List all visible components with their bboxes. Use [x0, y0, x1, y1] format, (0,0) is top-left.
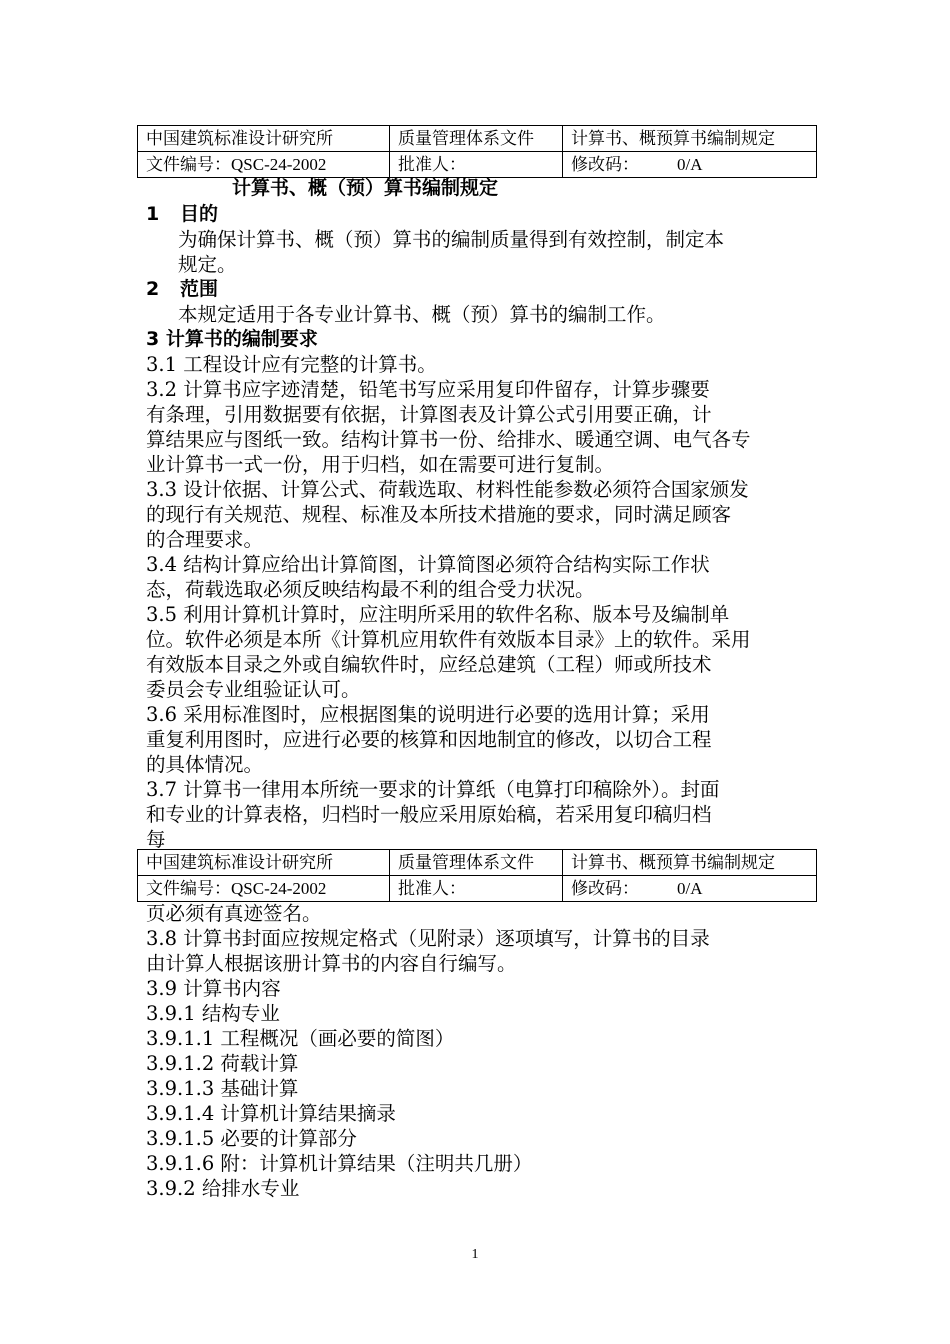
paragraph-3-2: 3.2 计算书应字迹清楚，铅笔书写应采用复印件留存，计算步骤要	[146, 378, 710, 401]
list-item: 3.9.1.5 必要的计算部分	[146, 1127, 357, 1150]
paragraph-3-2: 算结果应与图纸一致。结构计算书一份、给排水、暖通空调、电气各专	[146, 428, 751, 451]
page-title: 计算书、概（预）算书编制规定	[232, 177, 499, 199]
header-doc-no-label: 文件编号：	[146, 154, 231, 175]
paragraph-3-6: 3.6 采用标准图时，应根据图集的说明进行必要的选用计算；采用	[146, 703, 710, 726]
section-1-heading: 1 目的	[146, 203, 219, 225]
header-doc-title: 计算书、概预算书编制规定	[563, 850, 817, 876]
header-revision-cell	[563, 152, 817, 178]
paragraph-3-3: 的现行有关规范、规程、标准及本所技术措施的要求，同时满足顾客	[146, 503, 732, 526]
header-doc-title: 计算书、概预算书编制规定	[563, 126, 817, 152]
header-org: 中国建筑标准设计研究所	[138, 126, 390, 152]
list-item: 3.9.1.4 计算机计算结果摘录	[146, 1102, 396, 1125]
header-table-repeat	[137, 849, 817, 902]
paragraph-3-3: 3.3 设计依据、计算公式、荷载选取、材料性能参数必须符合国家颁发	[146, 478, 749, 501]
paragraph-3-1: 3.1 工程设计应有完整的计算书。	[146, 353, 437, 376]
header-doc-no: QSC-24-2002	[231, 154, 327, 174]
section-1-text: 为确保计算书、概（预）算书的编制质量得到有效控制，制定本	[178, 228, 725, 251]
paragraph-3-8: 由计算人根据该册计算书的内容自行编写。	[146, 952, 517, 975]
list-item: 3.9.1.3 基础计算	[146, 1077, 299, 1100]
header-doc-no-cell	[138, 152, 390, 178]
paragraph-3-7: 每	[146, 828, 166, 851]
header-doc-no-cell	[138, 876, 390, 902]
paragraph-3-9: 3.9 计算书内容	[146, 977, 281, 1000]
section-2-text: 本规定适用于各专业计算书、概（预）算书的编制工作。	[178, 303, 666, 326]
paragraph-3-5: 3.5 利用计算机计算时，应注明所采用的软件名称、版本号及编制单	[146, 603, 730, 626]
header-system: 质量管理体系文件	[390, 850, 563, 876]
section-3-heading: 3 计算书的编制要求	[146, 328, 318, 350]
paragraph-3-5: 位。软件必须是本所《计算机应用软件有效版本目录》上的软件。采用	[146, 628, 751, 651]
header-doc-no-label: 文件编号：	[146, 878, 231, 899]
header-approver: 批准人：	[390, 876, 563, 902]
paragraph-3-8: 3.8 计算书封面应按规定格式（见附录）逐项填写，计算书的目录	[146, 927, 710, 950]
header-system: 质量管理体系文件	[390, 126, 563, 152]
paragraph-3-7-cont: 页必须有真迹签名。	[146, 902, 322, 925]
header-revision-cell	[563, 876, 817, 902]
paragraph-3-2: 有条理，引用数据要有依据，计算图表及计算公式引用要正确，计	[146, 403, 712, 426]
list-item: 3.9.1.6 附：计算机计算结果（注明共几册）	[146, 1152, 533, 1175]
header-revision: 0/A	[677, 154, 703, 174]
list-item: 3.9.1.2 荷载计算	[146, 1052, 299, 1075]
header-revision-label: 修改码：	[571, 154, 639, 175]
section-1-text: 规定。	[178, 253, 237, 276]
paragraph-3-6: 的具体情况。	[146, 753, 264, 776]
header-approver: 批准人：	[390, 152, 563, 178]
header-table	[137, 125, 817, 178]
header-revision-label: 修改码：	[571, 878, 639, 899]
header-org: 中国建筑标准设计研究所	[138, 850, 390, 876]
paragraph-3-4: 态，荷载选取必须反映结构最不利的组合受力状况。	[146, 578, 595, 601]
paragraph-3-5: 委员会专业组验证认可。	[146, 678, 361, 701]
paragraph-3-6: 重复利用图时，应进行必要的核算和因地制宜的修改，以切合工程	[146, 728, 712, 751]
paragraph-3-2: 业计算书一式一份，用于归档，如在需要可进行复制。	[146, 453, 615, 476]
header-revision: 0/A	[677, 878, 703, 898]
page-number: 1	[471, 1247, 479, 1262]
paragraph-3-4: 3.4 结构计算应给出计算简图，计算简图必须符合结构实际工作状	[146, 553, 710, 576]
header-doc-no: QSC-24-2002	[231, 878, 327, 898]
paragraph-3-5: 有效版本目录之外或自编软件时，应经总建筑（工程）师或所技术	[146, 653, 712, 676]
paragraph-3-3: 的合理要求。	[146, 528, 264, 551]
paragraph-3-9-1: 3.9.1 结构专业	[146, 1002, 280, 1025]
section-2-heading: 2 范围	[146, 278, 219, 300]
paragraph-3-7: 和专业的计算表格，归档时一般应采用原始稿，若采用复印稿归档	[146, 803, 712, 826]
list-item: 3.9.1.1 工程概况（画必要的简图）	[146, 1027, 455, 1050]
paragraph-3-7: 3.7 计算书一律用本所统一要求的计算纸（电算打印稿除外）。封面	[146, 778, 720, 801]
paragraph-3-9-2: 3.9.2 给排水专业	[146, 1177, 300, 1200]
